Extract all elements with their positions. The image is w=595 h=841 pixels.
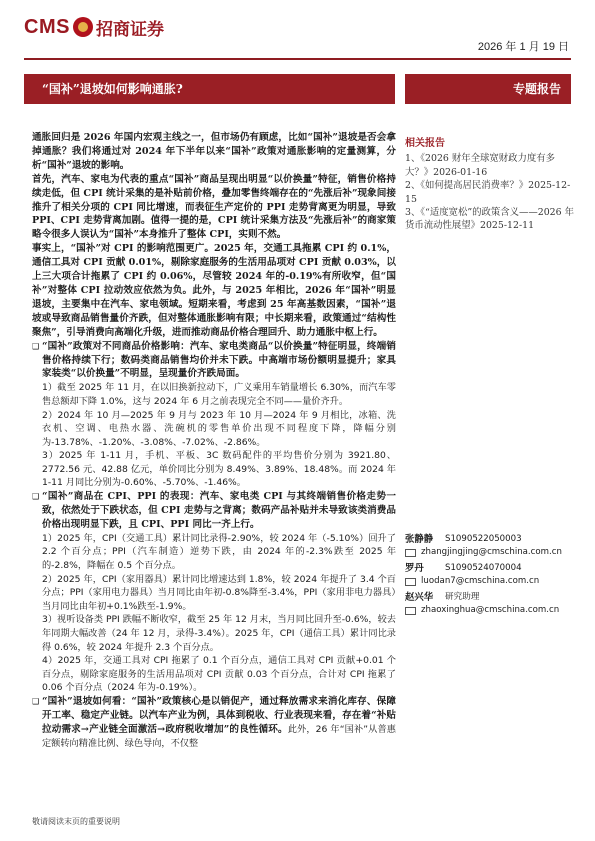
bullet-outlook xyxy=(32,695,396,751)
related-reports-heading: 相关报告 xyxy=(405,138,445,149)
bullet-price-impact-head: “国补”政策对不同商品价格影响：汽车、家电类商品“以价换量”特征明显，终端销售价格持续下行；数码类商品销售均价并未下跌。中高端市场份额明显提升；家具家装类“以价换量”不明显，呈现量价齐跌局面。 xyxy=(42,340,396,380)
impact-lead: 事实上，“国补”对 CPI 的影响范围更广。 xyxy=(32,243,215,255)
analyst-entry xyxy=(405,533,575,559)
bullet-cpi-ppi-1: 1）2025 年，CPI（交通工具）累计同比录得-2.90%，较 2024 年（-5.10%）回升了 2.2 个百分点；PPI（汽车制造）逆势下跌，由 2024 年的-2.3%跌至 2025 年的-2.8%，降幅在 0.5 个百分点。 xyxy=(42,532,396,571)
related-report-item[interactable]: 3、《“适度宽松”的政策含义——2026 年货币流动性展望》2025-12-11 xyxy=(405,207,574,232)
mail-icon xyxy=(405,578,416,586)
company-logo xyxy=(24,14,164,40)
report-date: 2026 年 1 月 19 日 xyxy=(477,41,569,53)
related-report-item[interactable]: 1、《2026 财年全球宽财政力度有多大？》2026-01-16 xyxy=(405,153,555,178)
bullet-price-impact-1: 1）截至 2025 年 11 月，在以旧换新拉动下，广义乘用车销量增长 6.30%，而汽车零售总额却下降 1.0%，这与 2024 年 6 月之前表现完全不同——量价齐升。 xyxy=(42,382,396,407)
report-title: “国补”退坡如何影响通胀? xyxy=(42,82,183,96)
analyst-email[interactable]: zhangjingjing@cmschina.com.cn xyxy=(421,547,562,557)
paragraph-impact xyxy=(32,242,396,339)
bullet-outlook-head: “国补”退坡如何看：“国补”政策核心是以销促产，通过释放需求来消化库存、保障开工率、稳定产业链。以汽车产业为例，具体到税收、行业表现来看，存在着“补贴拉动需求→产业链全面激活→政府税收增加”的良性循环。 xyxy=(42,695,396,735)
bullet-price-impact-2: 2）2024 年 10 月—2025 年 9 月与 2023 年 10 月—2024 年 9 月相比，冰箱、洗衣机、空调、电热水器、洗碗机的零售单价出现不同程度下降，降幅分别为-13.78%、-1.20%、-3.08%、-7.02%、-2.86%。 xyxy=(42,409,396,448)
analyst-cert: S1090524070004 xyxy=(445,563,522,573)
header-divider xyxy=(24,58,571,60)
analyst-entry xyxy=(405,591,575,617)
analyst-cert: S1090522050003 xyxy=(445,534,522,544)
paragraph-intro: 通胀回归是 2026 年国内宏观主线之一，但市场仍有顾虑，比如“国补”退坡是否会拿掉通胀？我们将通过对 2024 年下半年以来“国补”政策对通胀影响的定量测算，分析“国补”退坡的影响。 xyxy=(32,132,396,171)
mail-icon xyxy=(405,549,416,557)
related-reports xyxy=(405,137,575,233)
bullet-marker-icon: ❑ xyxy=(32,492,40,502)
analyst-name: 张静静 xyxy=(405,534,434,545)
mail-icon xyxy=(405,607,416,615)
analyst-email[interactable]: zhaoxinghua@cmschina.com.cn xyxy=(421,605,560,615)
bullet-outlook-tail: 此外，26 年“国补”从普惠定额转向精准比例、绿色导向，不仅整 xyxy=(42,723,396,749)
logo-cms-text: CMS xyxy=(24,15,70,38)
bullet-cpi-ppi-3: 3）视听设备类 PPI 跌幅不断收窄，截至 25 年 12 月末，当月同比回升至-0.6%，较去年同期大幅改善（24 年 12 月，录得-3.4%）。2025 年，CPI（通信工具）累计同比录得 0.6%，较 2024 年提升 2.3 个百分点。 xyxy=(42,614,396,653)
analyst-entry xyxy=(405,562,575,588)
bullet-price-impact xyxy=(32,340,396,490)
bullet-price-impact-3: 3）2025 年 1-11 月，手机、平板、3C 数码配件的平均售价分别为 3921.80、2772.56 元、42.88 亿元，单价同比分别为 8.49%、3.89%、18.48%。而 2024 年 1-11 月同比分别为-0.60%、-5.70%、-1.46%。 xyxy=(42,450,396,489)
logo-cn-text: 招商证券 xyxy=(95,19,164,40)
report-type-label: 专题报告 xyxy=(512,82,561,96)
bullet-outlook-text xyxy=(42,695,396,751)
logo-emblem-icon xyxy=(73,17,93,37)
bullet-marker-icon: ❑ xyxy=(32,341,40,351)
bullet-cpi-ppi-2: 2）2025 年，CPI（家用器具）累计同比增速达到 1.8%，较 2024 年提升了 3.4 个百分点；PPI（家用电力器具）当月同比由年初-0.8%降至-3.4%，PPI（家用非电力器具）当月同比由年初+0.1%跌至-1.9%。 xyxy=(42,573,396,612)
footer-disclaimer: 敬请阅读末页的重要说明 xyxy=(32,817,120,826)
impact-text: 2025 年，交通工具拖累 CPI 约 0.1%，通信工具对 CPI 贡献 0.01%，剔除家庭服务的生活用品项对 CPI 贡献 0.03%，以上三大项合计拖累了 CPI 约 0.06%，尽管较 2024 年的-0.19%有所收窄，但“国补”对整体 CPI 拉动效应依然为负。此外，与 2025 年相比，2026 年“国补”明显退坡，主要集中在汽车、家电领域。短期来看，考虑到 25 年高基数因素，“国补”退坡或导致商品销售量价齐跌，但对整体通胀影响有限；中长期来看，政策通过“结构性聚焦”，引导消费向高端化升级，进而推动商品价格合理回升、助力通胀中枢上行。 xyxy=(32,243,396,338)
bullet-cpi-ppi-4: 4）2025 年，交通工具对 CPI 拖累了 0.1 个百分点，通信工具对 CPI 贡献+0.01 个百分点，剔除家庭服务的生活用品项对 CPI 贡献 0.03 个百分点，合计对 CPI 拖累了 0.06 个百分点（2024 年为-0.19%）。 xyxy=(42,655,396,694)
report-body xyxy=(32,131,396,751)
analyst-email[interactable]: luodan7@cmschina.com.cn xyxy=(421,576,540,586)
analyst-cert: 研究助理 xyxy=(445,592,480,602)
bullet-cpi-ppi-head: “国补”商品在 CPI、PPI 的表现：汽车、家电类 CPI 与其终端销售价格走势一致，依然处于下跌状态，但 CPI 走势与之背离；数码产品补贴并未导致该类消费品价格出现明显下跌，且 CPI、PPI 同比一齐上行。 xyxy=(42,491,396,530)
analyst-list xyxy=(405,533,575,620)
related-report-item[interactable]: 2、《如何提高居民消费率？》2025-12-15 xyxy=(405,180,571,205)
analyst-name: 罗丹 xyxy=(405,563,424,574)
analyst-name: 赵兴华 xyxy=(405,592,434,603)
bullet-cpi-ppi xyxy=(32,490,396,695)
bullet-marker-icon: ❑ xyxy=(32,696,40,706)
paragraph-first: 首先，汽车、家电为代表的重点“国补”商品呈现出明显“以价换量”特征，销售价格持续走低，但 CPI 统计采集的是补贴前价格，叠加零售终端存在的“先涨后补”现象间接推升了相关分项的 CPI 同比增速，而表征生产定价的 PPI 走势背离更为明显，导致 PPI、CPI 走势背离加剧。值得一提的是，CPI 统计采集方法及“先涨后补”的商家策略令很多人误认为“国补”本身推升了整体 CPI，实则不然。 xyxy=(32,173,396,241)
